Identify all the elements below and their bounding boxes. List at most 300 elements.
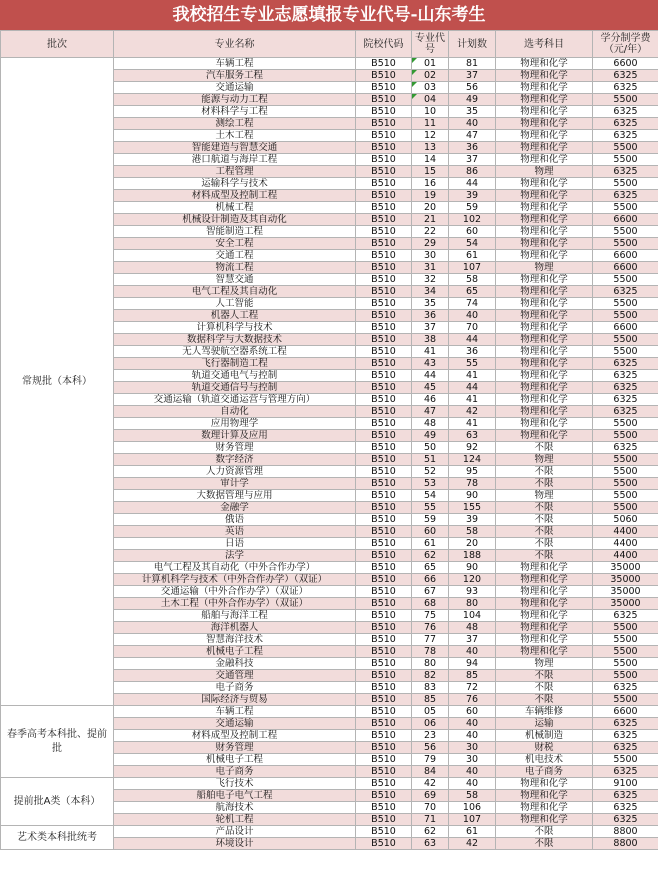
major-code-cell bbox=[412, 634, 449, 646]
subjects-cell-text: 不限 bbox=[534, 550, 554, 561]
plan-count-cell bbox=[449, 730, 496, 742]
plan-count-cell-text: 40 bbox=[465, 646, 479, 657]
tuition-cell-text: 5500 bbox=[613, 238, 638, 249]
major-name-cell-text: 车辆工程 bbox=[215, 58, 254, 69]
major-code-cell-text: 63 bbox=[423, 838, 437, 849]
plan-count-cell-text: 47 bbox=[465, 130, 479, 141]
major-code-cell-text: 82 bbox=[423, 670, 437, 681]
tuition-cell bbox=[593, 538, 658, 550]
subjects-cell-text: 物理和化学 bbox=[520, 778, 568, 789]
plan-count-cell-text: 81 bbox=[465, 58, 479, 69]
major-name-cell-text: 物流工程 bbox=[215, 262, 254, 273]
major-code-cell bbox=[412, 418, 449, 430]
major-code-cell-text: 53 bbox=[423, 478, 437, 489]
plan-count-cell-text: 61 bbox=[465, 250, 479, 261]
subjects-cell bbox=[496, 70, 593, 82]
school-code-cell bbox=[356, 274, 412, 286]
plan-count-cell bbox=[449, 562, 496, 574]
subjects-cell-text: 物理和化学 bbox=[520, 214, 568, 225]
school-code-cell-text: B510 bbox=[371, 718, 396, 729]
header-plan: 计划数 bbox=[449, 31, 496, 58]
tuition-cell bbox=[593, 814, 658, 826]
subjects-cell bbox=[496, 610, 593, 622]
plan-count-cell-text: 90 bbox=[465, 490, 479, 501]
school-code-cell-text: B510 bbox=[371, 790, 396, 801]
plan-count-cell bbox=[449, 154, 496, 166]
tuition-cell-text: 6325 bbox=[613, 442, 638, 453]
tuition-cell-text: 35000 bbox=[610, 574, 641, 585]
tuition-cell bbox=[593, 322, 658, 334]
major-name-cell-text: 机械电子工程 bbox=[205, 646, 263, 657]
plan-count-cell bbox=[449, 334, 496, 346]
tuition-cell-text: 35000 bbox=[610, 562, 641, 573]
major-code-cell bbox=[412, 142, 449, 154]
tuition-cell bbox=[593, 286, 658, 298]
major-code-cell-text: 05 bbox=[423, 706, 437, 717]
major-code-cell-text: 15 bbox=[423, 166, 437, 177]
subjects-cell bbox=[496, 646, 593, 658]
major-name-cell bbox=[114, 490, 356, 502]
plan-count-cell-text: 86 bbox=[465, 166, 479, 177]
major-name-cell-text: 大数据管理与应用 bbox=[196, 490, 273, 501]
plan-count-cell bbox=[449, 658, 496, 670]
plan-count-cell bbox=[449, 598, 496, 610]
subjects-cell bbox=[496, 274, 593, 286]
major-code-cell bbox=[412, 286, 449, 298]
tuition-cell-text: 5500 bbox=[613, 202, 638, 213]
major-name-cell bbox=[114, 442, 356, 454]
header-major-code: 专业代号 bbox=[412, 31, 449, 58]
plan-count-cell bbox=[449, 358, 496, 370]
tuition-cell bbox=[593, 94, 658, 106]
subjects-cell bbox=[496, 190, 593, 202]
subjects-cell-text: 物理和化学 bbox=[520, 190, 568, 201]
major-name-cell-text: 应用物理学 bbox=[210, 418, 259, 429]
major-name-cell-text: 港口航道与海岸工程 bbox=[191, 154, 278, 165]
school-code-cell bbox=[356, 730, 412, 742]
tuition-cell bbox=[593, 466, 658, 478]
school-code-cell bbox=[356, 442, 412, 454]
school-code-cell-text: B510 bbox=[371, 670, 396, 681]
plan-count-cell-text: 78 bbox=[465, 478, 479, 489]
major-code-cell-text: 01 bbox=[423, 58, 437, 69]
major-code-cell-text: 55 bbox=[423, 502, 437, 513]
major-name-cell bbox=[114, 346, 356, 358]
plan-count-cell bbox=[449, 298, 496, 310]
subjects-cell bbox=[496, 598, 593, 610]
subjects-cell bbox=[496, 502, 593, 514]
school-code-cell-text: B510 bbox=[371, 274, 396, 285]
school-code-cell-text: B510 bbox=[371, 358, 396, 369]
school-code-cell bbox=[356, 382, 412, 394]
major-code-cell-text: 44 bbox=[423, 370, 437, 381]
plan-count-cell-text: 72 bbox=[465, 682, 479, 693]
school-code-cell-text: B510 bbox=[371, 730, 396, 741]
table-row bbox=[1, 706, 658, 718]
school-code-cell bbox=[356, 634, 412, 646]
tuition-cell bbox=[593, 682, 658, 694]
major-name-cell-text: 土木工程 bbox=[215, 130, 254, 141]
major-name-cell bbox=[114, 778, 356, 790]
subjects-cell-text: 物理和化学 bbox=[520, 226, 568, 237]
tuition-cell bbox=[593, 478, 658, 490]
tuition-cell-text: 6325 bbox=[613, 382, 638, 393]
plan-count-cell-text: 36 bbox=[465, 346, 479, 357]
tuition-cell-text: 8800 bbox=[613, 826, 638, 837]
subjects-cell bbox=[496, 406, 593, 418]
subjects-cell bbox=[496, 778, 593, 790]
school-code-cell-text: B510 bbox=[371, 394, 396, 405]
tuition-cell-text: 5500 bbox=[613, 646, 638, 657]
tuition-cell bbox=[593, 214, 658, 226]
plan-count-cell bbox=[449, 214, 496, 226]
major-code-cell-text: 32 bbox=[423, 274, 437, 285]
subjects-cell bbox=[496, 262, 593, 274]
subjects-cell bbox=[496, 514, 593, 526]
plan-count-cell-text: 37 bbox=[465, 70, 479, 81]
subjects-cell bbox=[496, 106, 593, 118]
major-name-cell-text: 环境设计 bbox=[215, 838, 254, 849]
major-code-cell bbox=[412, 706, 449, 718]
school-code-cell bbox=[356, 718, 412, 730]
subjects-cell-text: 物理和化学 bbox=[520, 370, 568, 381]
school-code-cell-text: B510 bbox=[371, 634, 396, 645]
major-name-cell bbox=[114, 370, 356, 382]
school-code-cell bbox=[356, 346, 412, 358]
subjects-cell-text: 物理和化学 bbox=[520, 574, 568, 585]
tuition-cell-text: 4400 bbox=[613, 538, 638, 549]
tuition-cell-text: 6325 bbox=[613, 166, 638, 177]
tuition-cell-text: 6325 bbox=[613, 358, 638, 369]
major-name-cell-text: 工程管理 bbox=[215, 166, 254, 177]
subjects-cell bbox=[496, 478, 593, 490]
major-name-cell-text: 英语 bbox=[224, 526, 244, 537]
major-code-cell bbox=[412, 394, 449, 406]
table-row bbox=[1, 826, 658, 838]
plan-count-cell bbox=[449, 442, 496, 454]
tuition-cell-text: 6325 bbox=[613, 370, 638, 381]
tuition-cell-text: 5500 bbox=[613, 346, 638, 357]
school-code-cell bbox=[356, 202, 412, 214]
subjects-cell-text: 物理和化学 bbox=[520, 106, 568, 117]
school-code-cell-text: B510 bbox=[371, 706, 396, 717]
tuition-cell bbox=[593, 298, 658, 310]
major-code-cell bbox=[412, 406, 449, 418]
tuition-cell bbox=[593, 250, 658, 262]
school-code-cell bbox=[356, 322, 412, 334]
subjects-cell bbox=[496, 730, 593, 742]
major-code-cell bbox=[412, 802, 449, 814]
major-code-cell-text: 04 bbox=[423, 94, 437, 105]
subjects-cell-text: 物理和化学 bbox=[520, 298, 568, 309]
major-code-cell bbox=[412, 502, 449, 514]
school-code-cell-text: B510 bbox=[371, 322, 396, 333]
school-code-cell bbox=[356, 394, 412, 406]
tuition-cell bbox=[593, 550, 658, 562]
subjects-cell-text: 物理和化学 bbox=[520, 238, 568, 249]
major-name-cell bbox=[114, 94, 356, 106]
major-code-cell bbox=[412, 334, 449, 346]
school-code-cell bbox=[356, 706, 412, 718]
school-code-cell bbox=[356, 766, 412, 778]
major-code-cell bbox=[412, 70, 449, 82]
tuition-cell bbox=[593, 586, 658, 598]
major-name-cell bbox=[114, 814, 356, 826]
major-name-cell-text: 安全工程 bbox=[215, 238, 254, 249]
major-code-cell bbox=[412, 358, 449, 370]
tuition-cell-text: 5500 bbox=[613, 634, 638, 645]
plan-count-cell bbox=[449, 406, 496, 418]
batch-cell: 提前批A类（本科） bbox=[1, 778, 114, 826]
major-code-cell-text: 70 bbox=[423, 802, 437, 813]
tuition-cell bbox=[593, 238, 658, 250]
major-code-cell bbox=[412, 778, 449, 790]
comment-marker-icon bbox=[412, 82, 417, 87]
major-name-cell bbox=[114, 430, 356, 442]
school-code-cell-text: B510 bbox=[371, 250, 396, 261]
subjects-cell-text: 物理和化学 bbox=[520, 346, 568, 357]
school-code-cell-text: B510 bbox=[371, 442, 396, 453]
plan-count-cell-text: 60 bbox=[465, 706, 479, 717]
subjects-cell-text: 物理和化学 bbox=[520, 334, 568, 345]
tuition-cell-text: 6325 bbox=[613, 790, 638, 801]
major-code-cell bbox=[412, 514, 449, 526]
tuition-cell bbox=[593, 178, 658, 190]
school-code-cell bbox=[356, 106, 412, 118]
tuition-cell bbox=[593, 718, 658, 730]
major-code-cell bbox=[412, 262, 449, 274]
plan-count-cell bbox=[449, 646, 496, 658]
school-code-cell bbox=[356, 646, 412, 658]
plan-count-cell-text: 102 bbox=[462, 214, 482, 225]
major-name-cell bbox=[114, 754, 356, 766]
comment-marker-icon bbox=[412, 70, 417, 75]
school-code-cell bbox=[356, 574, 412, 586]
subjects-cell bbox=[496, 466, 593, 478]
major-code-cell bbox=[412, 742, 449, 754]
subjects-cell bbox=[496, 82, 593, 94]
plan-count-cell bbox=[449, 682, 496, 694]
subjects-cell-text: 物理和化学 bbox=[520, 202, 568, 213]
major-name-cell-text: 机械电子工程 bbox=[205, 754, 263, 765]
major-name-cell-text: 交通工程 bbox=[215, 250, 254, 261]
subjects-cell bbox=[496, 418, 593, 430]
subjects-cell-text: 不限 bbox=[534, 538, 554, 549]
school-code-cell-text: B510 bbox=[371, 574, 396, 585]
plan-count-cell bbox=[449, 94, 496, 106]
major-name-cell-text: 产品设计 bbox=[215, 826, 254, 837]
tuition-cell-text: 6325 bbox=[613, 406, 638, 417]
tuition-cell bbox=[593, 382, 658, 394]
major-name-cell bbox=[114, 574, 356, 586]
school-code-cell bbox=[356, 130, 412, 142]
major-code-cell bbox=[412, 790, 449, 802]
plan-count-cell bbox=[449, 58, 496, 70]
school-code-cell bbox=[356, 514, 412, 526]
major-code-cell bbox=[412, 838, 449, 850]
plan-count-cell bbox=[449, 346, 496, 358]
school-code-cell-text: B510 bbox=[371, 370, 396, 381]
major-code-cell bbox=[412, 214, 449, 226]
subjects-cell-text: 车辆维修 bbox=[524, 706, 563, 717]
tuition-cell-text: 6325 bbox=[613, 106, 638, 117]
major-name-cell-text: 数字经济 bbox=[215, 454, 254, 465]
school-code-cell-text: B510 bbox=[371, 238, 396, 249]
school-code-cell-text: B510 bbox=[371, 286, 396, 297]
plan-count-cell bbox=[449, 634, 496, 646]
school-code-cell bbox=[356, 526, 412, 538]
major-code-cell bbox=[412, 202, 449, 214]
school-code-cell-text: B510 bbox=[371, 418, 396, 429]
plan-count-cell-text: 58 bbox=[465, 790, 479, 801]
school-code-cell bbox=[356, 238, 412, 250]
subjects-cell bbox=[496, 370, 593, 382]
plan-count-cell bbox=[449, 826, 496, 838]
school-code-cell bbox=[356, 430, 412, 442]
major-code-cell bbox=[412, 826, 449, 838]
major-name-cell bbox=[114, 838, 356, 850]
plan-count-cell bbox=[449, 202, 496, 214]
major-name-cell-text: 人力资源管理 bbox=[205, 466, 263, 477]
school-code-cell bbox=[356, 82, 412, 94]
plan-count-cell-text: 155 bbox=[462, 502, 482, 513]
school-code-cell-text: B510 bbox=[371, 502, 396, 513]
major-code-cell-text: 20 bbox=[423, 202, 437, 213]
tuition-cell bbox=[593, 658, 658, 670]
plan-count-cell-text: 40 bbox=[465, 730, 479, 741]
tuition-cell-text: 6600 bbox=[613, 706, 638, 717]
major-name-cell-text: 机器人工程 bbox=[210, 310, 259, 321]
major-name-cell bbox=[114, 82, 356, 94]
tuition-cell-text: 6325 bbox=[613, 394, 638, 405]
major-name-cell-text: 智慧海洋技术 bbox=[205, 634, 263, 645]
major-code-cell bbox=[412, 586, 449, 598]
school-code-cell bbox=[356, 214, 412, 226]
subjects-cell-text: 物理 bbox=[534, 166, 554, 177]
major-code-cell bbox=[412, 658, 449, 670]
tuition-cell bbox=[593, 646, 658, 658]
major-name-cell-text: 交通运输（轨道交通运营与管理方向） bbox=[153, 394, 316, 405]
subjects-cell bbox=[496, 322, 593, 334]
subjects-cell bbox=[496, 94, 593, 106]
major-name-cell-text: 电子商务 bbox=[215, 682, 254, 693]
major-code-cell-text: 54 bbox=[423, 490, 437, 501]
subjects-cell-text: 物理和化学 bbox=[520, 586, 568, 597]
tuition-cell-text: 6600 bbox=[613, 58, 638, 69]
major-name-cell bbox=[114, 682, 356, 694]
major-code-cell-text: 35 bbox=[423, 298, 437, 309]
plan-count-cell-text: 48 bbox=[465, 622, 479, 633]
subjects-cell-text: 不限 bbox=[534, 670, 554, 681]
tuition-cell bbox=[593, 634, 658, 646]
plan-count-cell-text: 106 bbox=[462, 802, 482, 813]
subjects-cell-text: 物理和化学 bbox=[520, 562, 568, 573]
major-name-cell-text: 数理计算及应用 bbox=[201, 430, 268, 441]
plan-count-cell bbox=[449, 538, 496, 550]
header-tuition: 学分制学费（元/年） bbox=[593, 31, 658, 58]
plan-count-cell-text: 40 bbox=[465, 118, 479, 129]
major-name-cell-text: 数据科学与大数据技术 bbox=[186, 334, 282, 345]
major-name-cell bbox=[114, 634, 356, 646]
subjects-cell-text: 机械制造 bbox=[524, 730, 563, 741]
plan-count-cell-text: 30 bbox=[465, 754, 479, 765]
major-name-cell-text: 计算机科学与技术（中外合作办学）（双证） bbox=[141, 574, 328, 585]
school-code-cell bbox=[356, 778, 412, 790]
plan-count-cell bbox=[449, 550, 496, 562]
subjects-cell-text: 物理 bbox=[534, 490, 554, 501]
subjects-cell-text: 物理和化学 bbox=[520, 634, 568, 645]
school-code-cell-text: B510 bbox=[371, 70, 396, 81]
school-code-cell bbox=[356, 418, 412, 430]
major-name-cell-text: 材料科学与工程 bbox=[201, 106, 268, 117]
tuition-cell bbox=[593, 730, 658, 742]
major-code-cell bbox=[412, 250, 449, 262]
tuition-cell bbox=[593, 514, 658, 526]
major-code-cell bbox=[412, 94, 449, 106]
school-code-cell bbox=[356, 694, 412, 706]
subjects-cell bbox=[496, 430, 593, 442]
major-code-cell bbox=[412, 610, 449, 622]
major-name-cell bbox=[114, 214, 356, 226]
tuition-cell-text: 35000 bbox=[610, 598, 641, 609]
major-name-cell-text: 法学 bbox=[224, 550, 244, 561]
plan-count-cell bbox=[449, 70, 496, 82]
major-code-cell-text: 76 bbox=[423, 622, 437, 633]
major-code-cell bbox=[412, 58, 449, 70]
subjects-cell bbox=[496, 670, 593, 682]
plan-count-cell bbox=[449, 790, 496, 802]
plan-count-cell-text: 49 bbox=[465, 94, 479, 105]
subjects-cell-text: 物理 bbox=[534, 262, 554, 273]
major-code-cell-text: 06 bbox=[423, 718, 437, 729]
major-name-cell-text: 交通管理 bbox=[215, 670, 254, 681]
subjects-cell bbox=[496, 154, 593, 166]
major-name-cell-text: 船舶电子电气工程 bbox=[196, 790, 273, 801]
school-code-cell bbox=[356, 490, 412, 502]
sheet-title: 我校招生专业志愿填报专业代号-山东考生 bbox=[0, 0, 658, 30]
major-name-cell bbox=[114, 478, 356, 490]
school-code-cell-text: B510 bbox=[371, 298, 396, 309]
major-name-cell-text: 财务管理 bbox=[215, 742, 254, 753]
school-code-cell bbox=[356, 598, 412, 610]
subjects-cell-text: 物理和化学 bbox=[520, 130, 568, 141]
subjects-cell bbox=[496, 238, 593, 250]
major-code-cell-text: 84 bbox=[423, 766, 437, 777]
school-code-cell-text: B510 bbox=[371, 550, 396, 561]
school-code-cell bbox=[356, 814, 412, 826]
major-code-cell-text: 46 bbox=[423, 394, 437, 405]
plan-count-cell-text: 35 bbox=[465, 106, 479, 117]
major-name-cell bbox=[114, 322, 356, 334]
tuition-cell-text: 5500 bbox=[613, 466, 638, 477]
major-name-cell bbox=[114, 622, 356, 634]
tuition-cell-text: 5500 bbox=[613, 622, 638, 633]
major-name-cell bbox=[114, 598, 356, 610]
tuition-cell-text: 6600 bbox=[613, 262, 638, 273]
tuition-cell bbox=[593, 394, 658, 406]
tuition-cell bbox=[593, 706, 658, 718]
major-name-cell-text: 人工智能 bbox=[215, 298, 254, 309]
school-code-cell-text: B510 bbox=[371, 382, 396, 393]
tuition-cell-text: 5500 bbox=[613, 694, 638, 705]
subjects-cell bbox=[496, 706, 593, 718]
major-code-cell bbox=[412, 730, 449, 742]
major-name-cell bbox=[114, 562, 356, 574]
school-code-cell-text: B510 bbox=[371, 646, 396, 657]
tuition-cell bbox=[593, 598, 658, 610]
plan-count-cell bbox=[449, 502, 496, 514]
tuition-cell-text: 5500 bbox=[613, 274, 638, 285]
